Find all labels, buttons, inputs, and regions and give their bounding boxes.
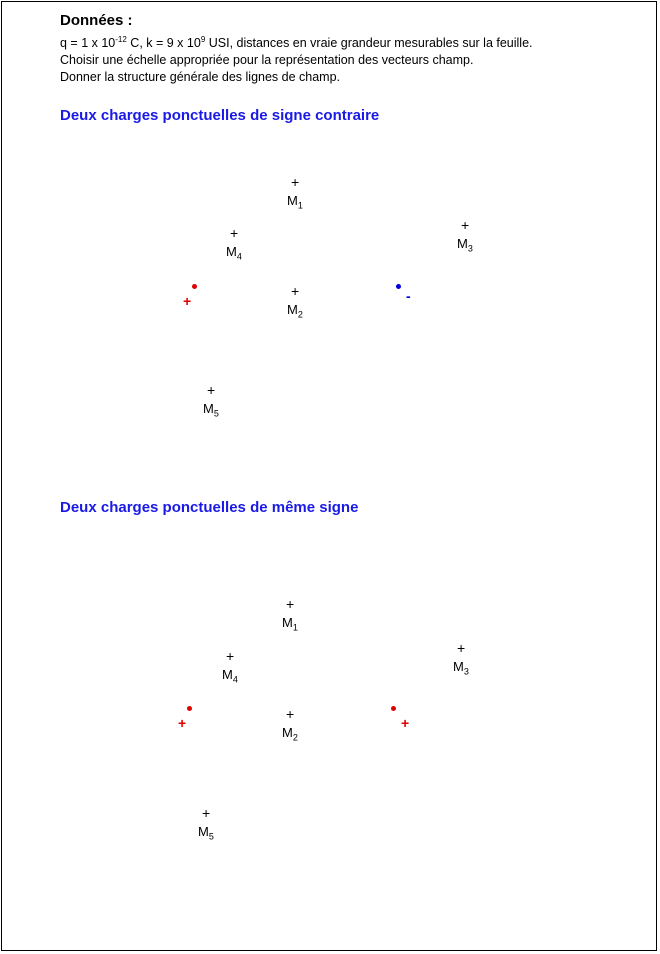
s2-left-charge-dot [187,706,192,711]
point-index: 5 [213,408,219,419]
page-frame [1,1,657,951]
q-value: q = 1 x 10 [60,36,116,50]
point-index: 1 [297,200,303,211]
point-index: 2 [297,309,303,320]
s1-positive-charge-dot [192,284,197,289]
point-index: 4 [236,251,242,262]
point-label [282,615,298,633]
point-label [198,824,214,842]
cross-marker: + [457,640,466,656]
point-letter: M [282,725,293,740]
s1-negative-charge-sign: - [406,288,411,304]
point-index: 3 [467,243,473,254]
k-exponent: 9 [200,34,206,44]
point-letter: M [282,615,293,630]
point-index: 3 [463,666,469,677]
point-label [203,401,219,419]
q-exponent: -12 [115,34,127,44]
cross-marker: + [461,217,470,233]
cross-marker: + [291,283,300,299]
point-label [222,667,238,685]
point-letter: M [198,824,209,839]
section2-title: Deux charges ponctuelles de même signe [60,499,359,516]
cross-marker: + [230,225,239,241]
point-letter: M [222,667,233,682]
units-text: USI, distances en vraie grandeur mesurables sur la feuille. [205,36,533,50]
point-label [226,244,242,262]
point-letter: M [453,659,464,674]
cross-marker: + [226,648,235,664]
point-label [453,659,469,677]
point-index: 2 [292,732,298,743]
s1-negative-charge-dot [396,284,401,289]
point-label [287,193,303,211]
k-value: C, k = 9 x 10 [126,36,201,50]
point-index: 5 [208,831,214,842]
s2-left-charge-sign: + [178,715,187,731]
point-index: 4 [232,674,238,685]
s2-right-charge-sign: + [401,715,410,731]
point-index: 1 [292,622,298,633]
point-label [282,725,298,743]
section1-title: Deux charges ponctuelles de signe contraire [60,107,380,124]
instruction-field-lines: Donner la structure générale des lignes de champ. [60,70,341,84]
point-letter: M [287,302,298,317]
cross-marker: + [286,596,295,612]
point-letter: M [203,401,214,416]
cross-marker: + [202,805,211,821]
point-letter: M [287,193,298,208]
instruction-scale: Choisir une échelle appropriée pour la représentation des vecteurs champ. [60,53,474,67]
s2-right-charge-dot [391,706,396,711]
data-line-constants [60,36,533,50]
point-letter: M [226,244,237,259]
point-label [287,302,303,320]
s1-positive-charge-sign: + [183,293,192,309]
point-letter: M [457,236,468,251]
cross-marker: + [291,174,300,190]
cross-marker: + [207,382,216,398]
point-label [457,236,473,254]
data-heading: Données : [60,12,133,29]
cross-marker: + [286,706,295,722]
